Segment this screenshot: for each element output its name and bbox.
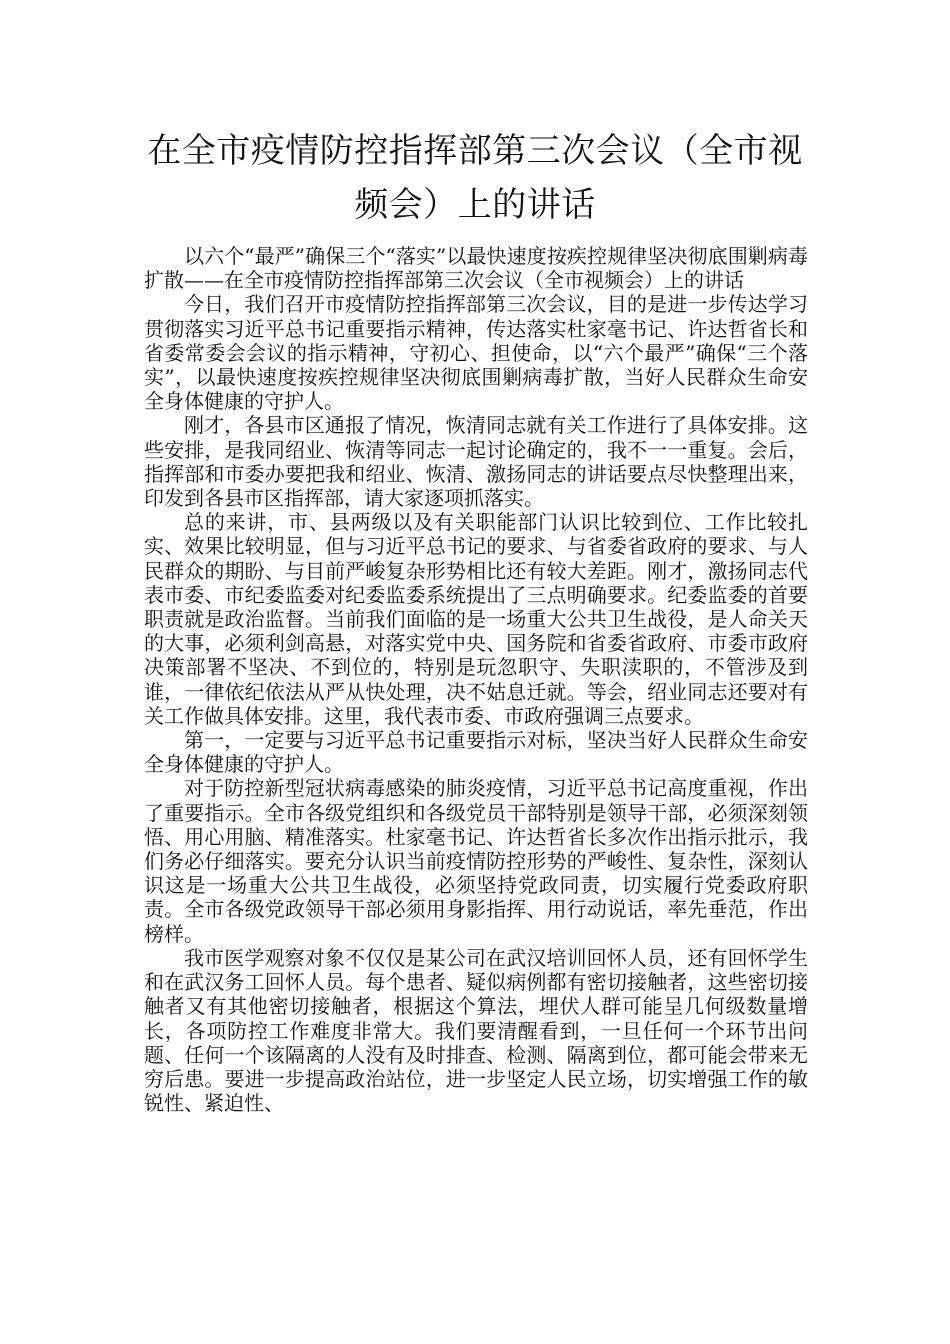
paragraph: 第一，一定要与习近平总书记重要指示对标，坚决当好人民群众生命安全身体健康的守护人。	[144, 728, 808, 777]
paragraph: 刚才，各县市区通报了情况，恢清同志就有关工作进行了具体安排。这些安排，是我同绍业、恢清等同志一起讨论确定的，我不一一重复。会后，指挥部和市委办要把我和绍业、恢清、激扬同志的讲话要点尽快整理出来，印发到各县市区指挥部，请大家逐项抓落实。	[144, 413, 808, 511]
paragraph: 总的来讲，市、县两级以及有关职能部门认识比较到位、工作比较扎实、效果比较明显，但与习近平总书记的要求、与省委省政府的要求、与人民群众的期盼、与目前严峻复杂形势相比还有较大差距。刚才，激扬同志代表市委、市纪委监委对纪委监委系统提出了三点明确要求。纪委监委的首要职责就是政治监督。当前我们面临的是一场重大公共卫生战役，是人命关天的大事，必须利剑高悬，对落实党中央、国务院和省委省政府、市委市政府决策部署不坚决、不到位的，特别是玩忽职守、失职渎职的，不管涉及到谁，一律依纪依法从严从快处理，决不姑息迁就。等会，绍业同志还要对有关工作做具体安排。这里，我代表市委、市政府强调三点要求。	[144, 510, 808, 728]
paragraph: 今日，我们召开市疫情防控指挥部第三次会议，目的是进一步传达学习贯彻落实习近平总书记重要指示精神，传达落实杜家毫书记、许达哲省长和省委常委会会议的指示精神，守初心、担使命，以“六个最严”确保“三个落实”，以最快速度按疾控规律坚决彻底围剿病毒扩散，当好人民群众生命安全身体健康的守护人。	[144, 292, 808, 414]
paragraph: 对于防控新型冠状病毒感染的肺炎疫情，习近平总书记高度重视，作出了重要指示。全市各级党组织和各级党员干部特别是领导干部，必须深刻领悟、用心用脑、精准落实。杜家毫书记、许达哲省长多次作出指示批示，我们务必仔细落实。要充分认识当前疫情防控形势的严峻性、复杂性，深刻认识这是一场重大公共卫生战役，必须坚持党政同责，切实履行党委政府职责。全市各级党政领导干部必须用身影指挥、用行动说话，率先垂范，作出榜样。	[144, 776, 808, 946]
document-body	[144, 244, 808, 1115]
document-title: 在全市疫情防控指挥部第三次会议（全市视频会）上的讲话	[147, 131, 803, 225]
paragraph: 以六个“最严”确保三个“落实”以最快速度按疾控规律坚决彻底围剿病毒扩散——在全市疫情防控指挥部第三次会议（全市视频会）上的讲话	[144, 244, 808, 293]
paragraph: 我市医学观察对象不仅仅是某公司在武汉培训回怀人员，还有回怀学生和在武汉务工回怀人员。每个患者、疑似病例都有密切接触者，这些密切接触者又有其他密切接触者，根据这个算法，埋伏人群可能呈几何级数量增长，各项防控工作难度非常大。我们要清醒看到，一旦任何一个环节出问题、任何一个该隔离的人没有及时排查、检测、隔离到位，都可能会带来无穷后患。要进一步提高政治站位，进一步坚定人民立场，切实增强工作的敏锐性、紧迫性、	[144, 945, 808, 1116]
